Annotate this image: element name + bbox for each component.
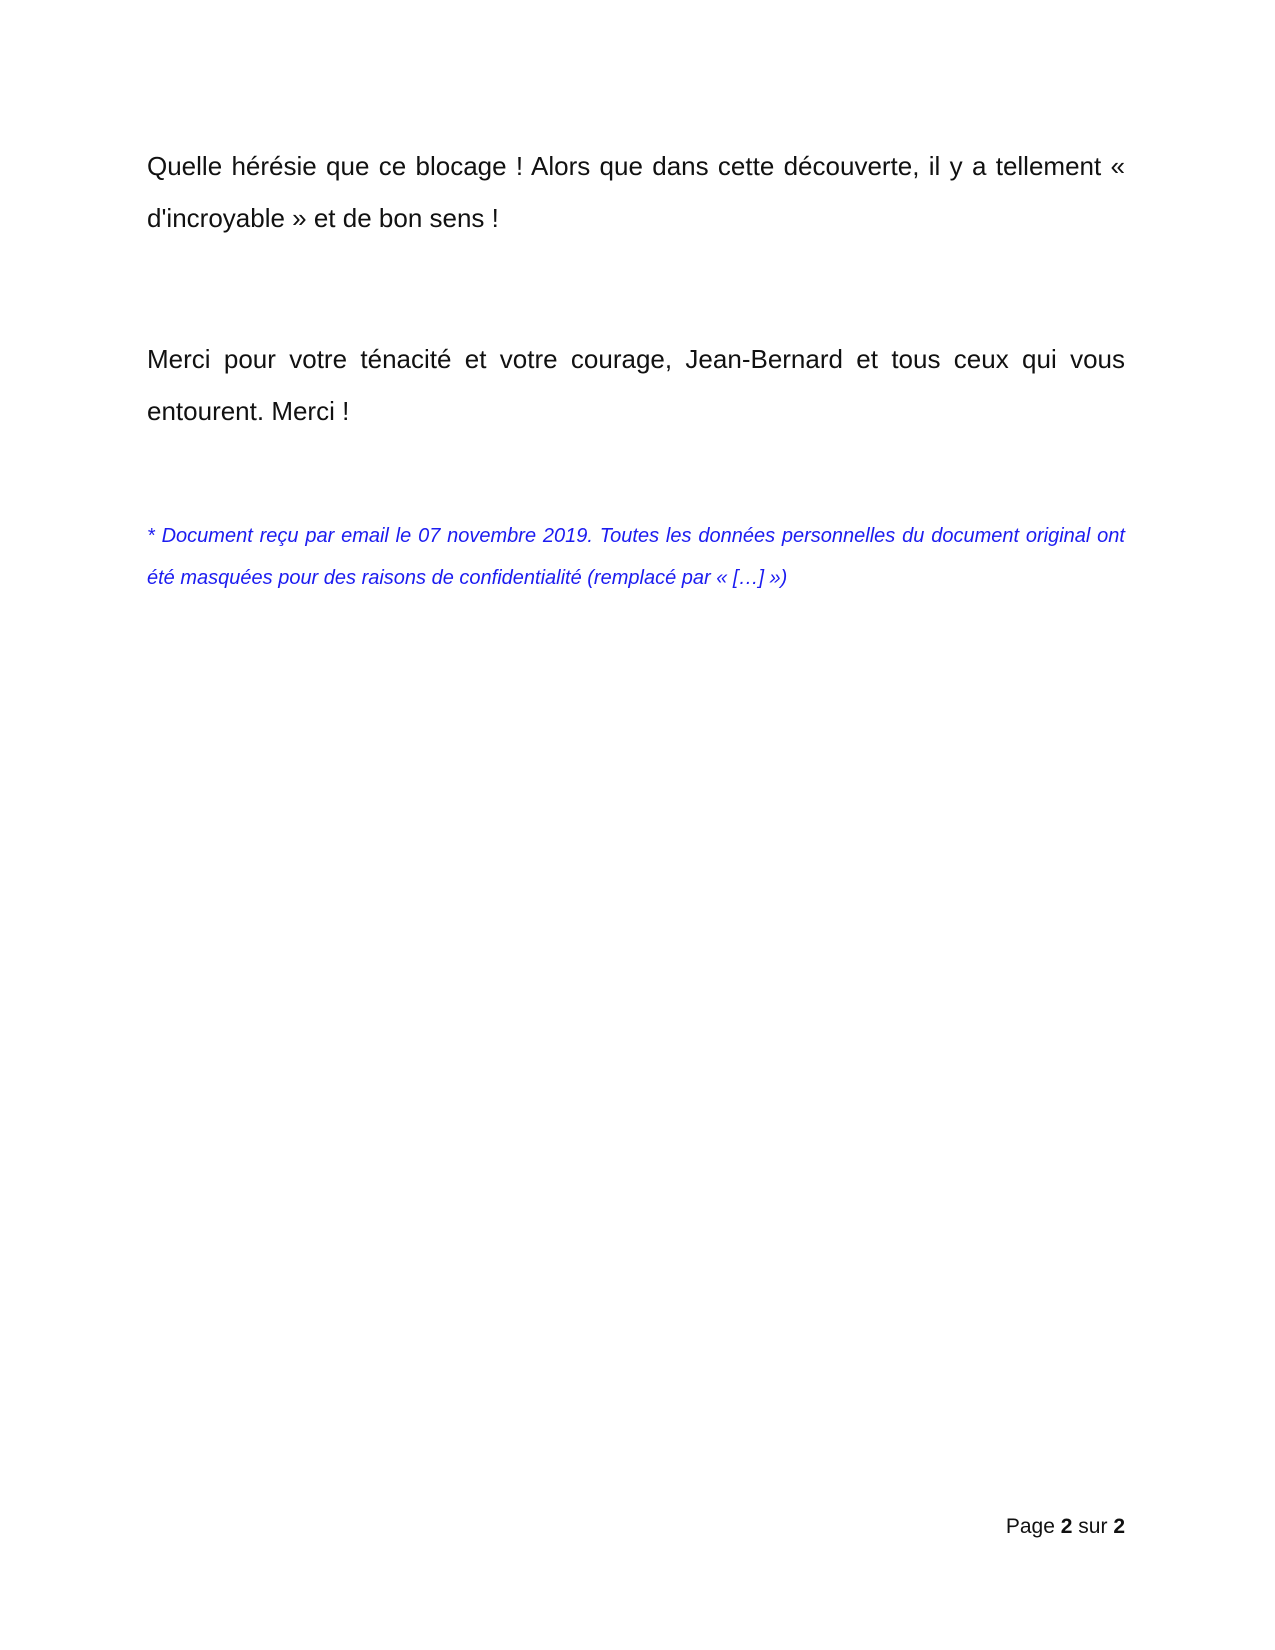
page-number-footer: [1006, 1514, 1125, 1540]
page-separator: sur: [1078, 1515, 1108, 1538]
body-paragraph: Merci pour votre ténacité et votre courage, Jean-Bernard et tous ceux qui vous entourent. Merci !: [147, 344, 1125, 426]
footnote: * Document reçu par email le 07 novembre 2019. Toutes les données personnelles du document original ont été masquées pour des raisons de confidentialité (remplacé par « […] »): [147, 525, 1125, 589]
current-page-number: 2: [1060, 1515, 1073, 1538]
total-pages-number: 2: [1113, 1515, 1125, 1538]
body-paragraph: Quelle hérésie que ce blocage ! Alors que dans cette découverte, il y a tellement « d'incroyable » et de bon sens !: [147, 151, 1125, 233]
page-label: Page: [1005, 1515, 1055, 1538]
